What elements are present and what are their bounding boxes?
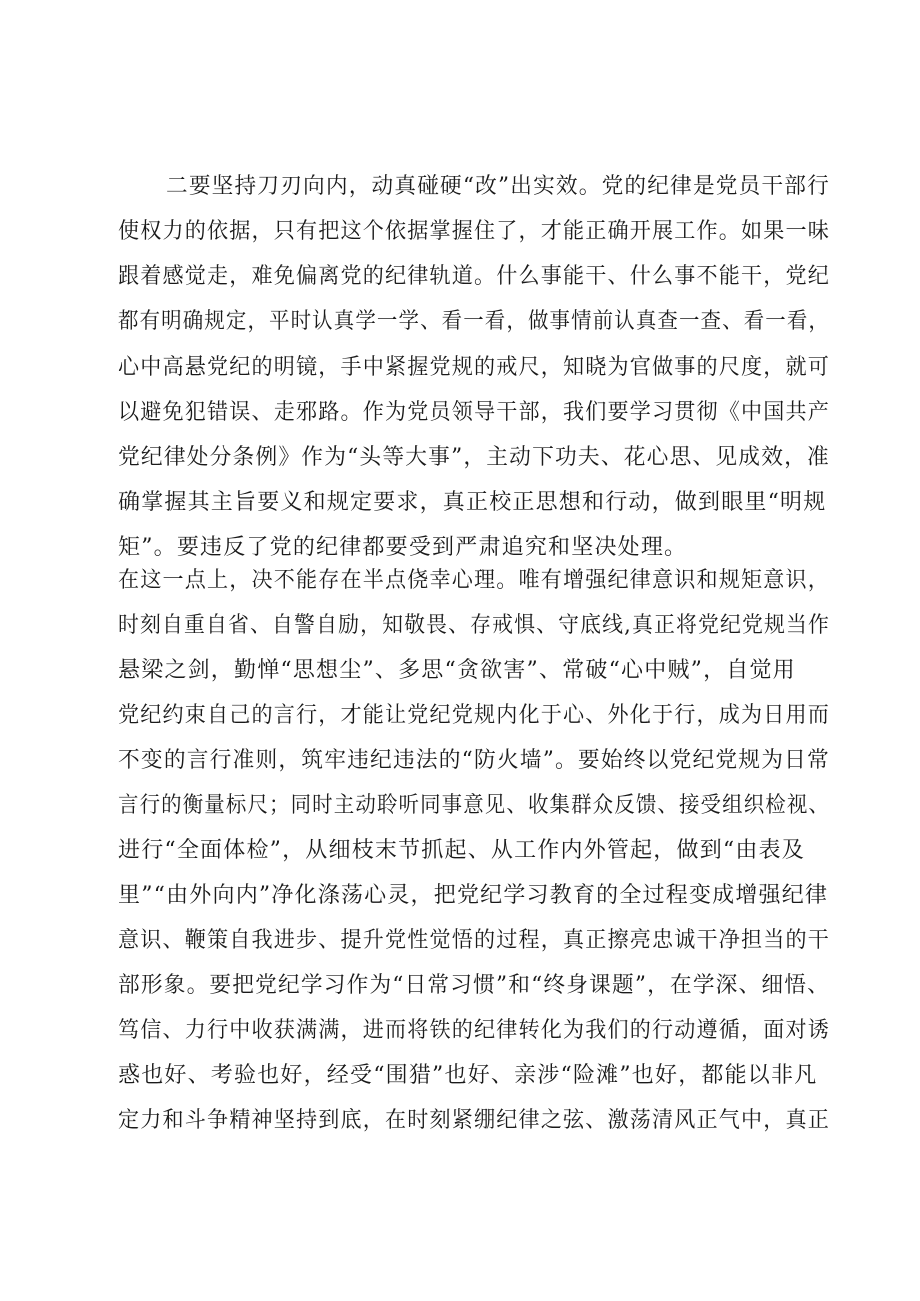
text-line: 定力和斗争精神坚持到底，在时刻紧绷纪律之弦、激荡清风正气中，真正 — [118, 1108, 830, 1133]
text-line: 跟着感觉走，难免偏离党的纪律轨道。什么事能干、什么事不能干，党纪 — [118, 264, 830, 289]
text-line: 使权力的依据，只有把这个依据掌握住了，才能正确开展工作。如果一味 — [118, 219, 830, 244]
text-line: 悬梁之剑，勤惮“思想尘”、多思“贪欲害”、常破“心中贼”，自觉用 — [118, 658, 796, 683]
text-line: 确掌握其主旨要义和规定要求，真正校正思想和行动，做到眼里“明规 — [118, 490, 827, 515]
text-line: 进行“全面体检”，从细枝末节抓起、从工作内外管起，做到“由表及 — [118, 838, 805, 863]
text-line: 笃信、力行中收获满满，进而将铁的纪律转化为我们的行动遵循，面对诱 — [118, 1018, 830, 1043]
text-line: 惑也好、考验也好，经受“围猎”也好、亲涉“险滩”也好，都能以非凡 — [118, 1063, 818, 1088]
text-line: 矩”。要违反了党的纪律都要受到严肃追究和坚决处理。 — [118, 535, 688, 560]
text-line: 言行的衡量标尺；同时主动聆听同事意见、收集群众反馈、接受组织检视、 — [118, 793, 831, 818]
text-line: 党纪律处分条例》作为“头等大事”，主动下功夫、花心思、见成效，准 — [118, 445, 830, 470]
text-line: 以避免犯错误、走邪路。作为党员领导干部，我们要学习贯彻《中国共产 — [118, 400, 830, 425]
text-line: 都有明确规定，平时认真学一学、看一看，做事情前认真查一查、看一看， — [118, 309, 831, 334]
text-line: 心中高悬党纪的明镜，手中紧握党规的戒尺，知晓为官做事的尺度，就可 — [118, 355, 830, 380]
text-line: 部形象。要把党纪学习作为“日常习惯”和“终身课题”，在学深、细悟、 — [118, 973, 830, 998]
text-line: 党纪约束自己的言行，才能让党纪党规内化于心、外化于行，成为日用而 — [118, 703, 830, 728]
text-line: 二要坚持刀刃向内，动真碰硬“改”出实效。党的纪律是党员干部行 — [166, 174, 830, 199]
text-line: 时刻自重自省、自警自励，知敬畏、存戒惧、守底线,真正将党纪党规当作 — [118, 613, 831, 638]
text-line: 里”“由外向内”净化涤荡心灵，把党纪学习教育的全过程变成增强纪律 — [118, 883, 829, 908]
text-line: 在这一点上，决不能存在半点侥幸心理。唯有增强纪律意识和规矩意识， — [118, 568, 830, 593]
text-line: 不变的言行准则，筑牢违纪违法的“防火墙”。要始终以党纪党规为日常 — [118, 748, 830, 773]
text-line: 意识、鞭策自我进步、提升党性觉悟的过程，真正擦亮忠诚干净担当的干 — [118, 928, 830, 953]
